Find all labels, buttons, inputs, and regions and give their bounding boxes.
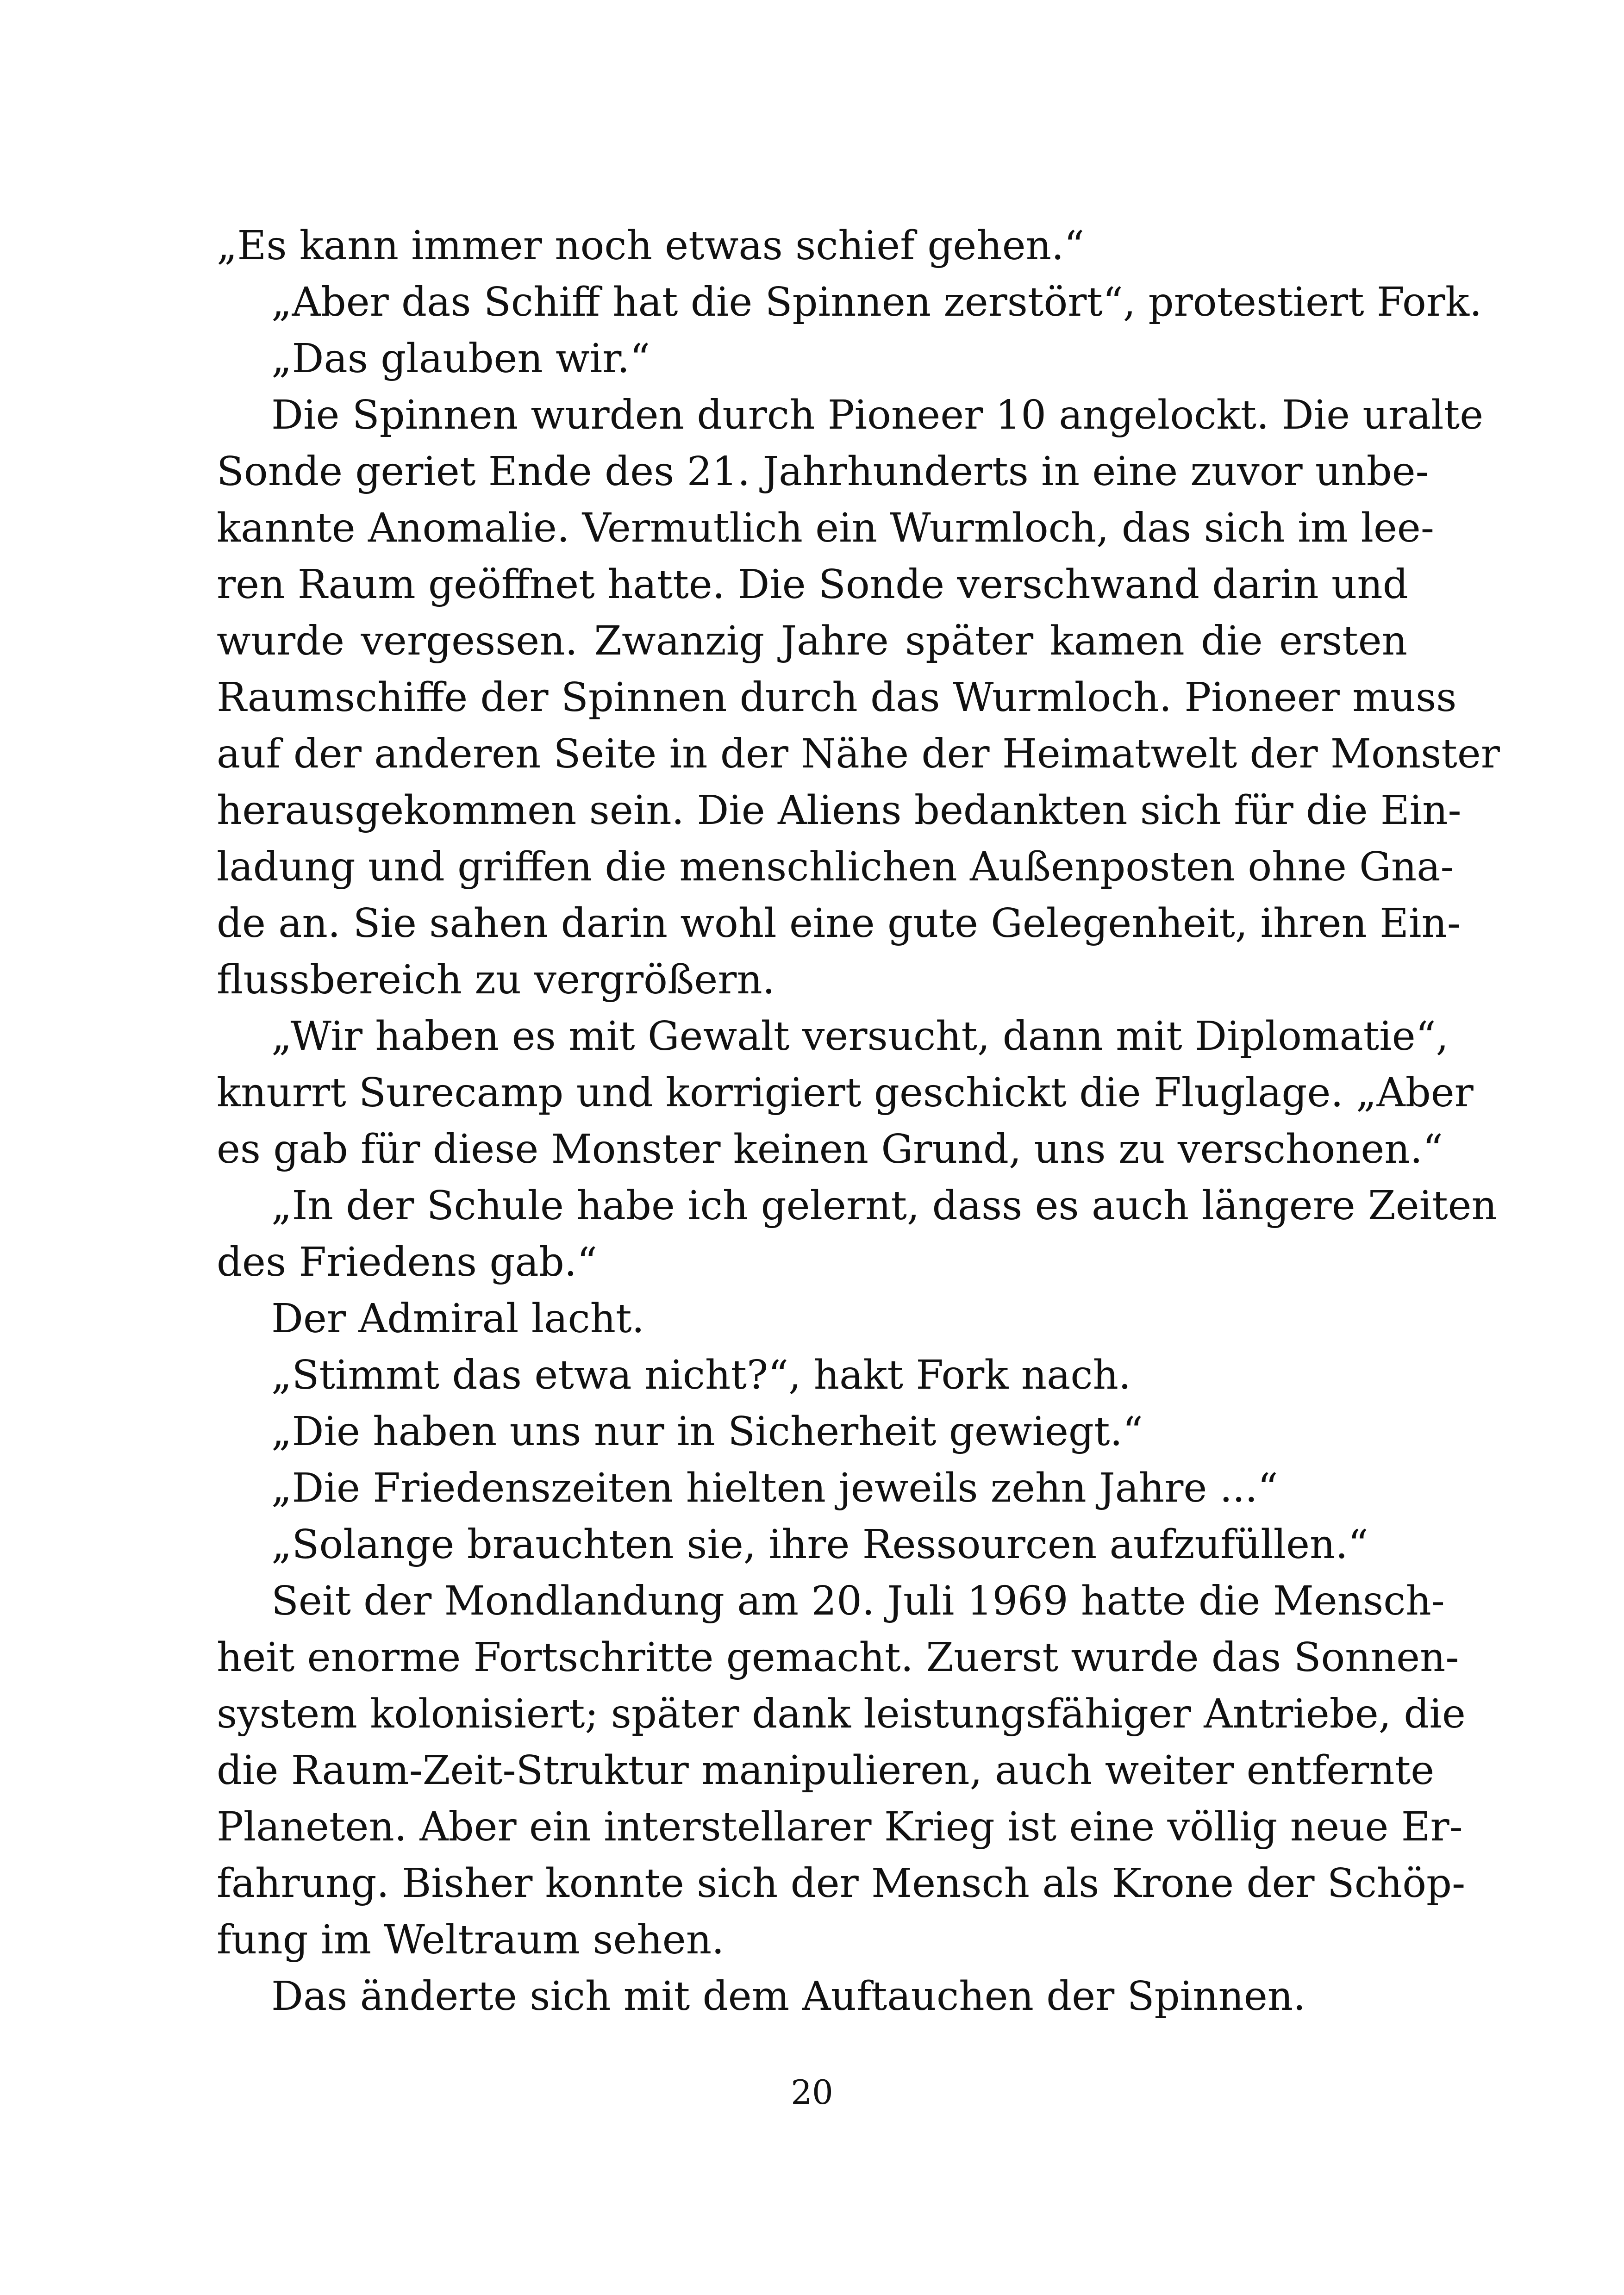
text-line: „In der Schule habe ich gelernt, dass es auch längere Zeiten <box>271 1183 1497 1229</box>
text-line: des Friedens gab.“ <box>217 1239 598 1285</box>
text-line: flussbereich zu vergrößern. <box>217 957 775 1003</box>
text-line: Das änderte sich mit dem Auftauchen der Spinnen. <box>271 1973 1306 2020</box>
text-line: herausgekommen sein. Die Aliens bedankten sich für die Ein- <box>217 787 1462 834</box>
text-line: ladung und griffen die menschlichen Außenposten ohne Gna- <box>217 844 1454 890</box>
text-line: „Aber das Schiff hat die Spinnen zerstört“, protestiert Fork. <box>271 279 1482 325</box>
text-line: es gab für diese Monster keinen Grund, uns zu verschonen.“ <box>217 1126 1443 1172</box>
body-text <box>217 218 1500 2025</box>
page-number: 20 <box>791 2073 833 2112</box>
text-line: kannte Anomalie. Vermutlich ein Wurmloch, das sich im lee- <box>217 505 1434 551</box>
text-line: wurde vergessen. Zwanzig Jahre später kamen die ersten <box>217 618 1407 664</box>
text-line: Die Spinnen wurden durch Pioneer 10 angelockt. Die uralte <box>271 392 1484 438</box>
text-line: Der Admiral lacht. <box>271 1296 644 1342</box>
text-line: Planeten. Aber ein interstellarer Krieg ist eine völlig neue Er- <box>217 1804 1463 1850</box>
text-line: „Das glauben wir.“ <box>271 336 650 382</box>
text-line: die Raum-Zeit-Struktur manipulieren, auch weiter entfernte <box>217 1747 1435 1794</box>
text-line: heit enorme Fortschritte gemacht. Zuerst wurde das Sonnen- <box>217 1634 1459 1681</box>
text-line: „Es kann immer noch etwas schief gehen.“ <box>217 223 1085 269</box>
text-line: Sonde geriet Ende des 21. Jahrhunderts in eine zuvor unbe- <box>217 449 1429 495</box>
text-line: „Die haben uns nur in Sicherheit gewiegt.“ <box>271 1409 1143 1455</box>
text-line: fung im Weltraum sehen. <box>217 1917 725 1963</box>
text-line: ren Raum geöffnet hatte. Die Sonde verschwand darin und <box>217 561 1408 608</box>
text-line: „Stimmt das etwa nicht?“, hakt Fork nach. <box>271 1352 1131 1398</box>
text-line: auf der anderen Seite in der Nähe der Heimatwelt der Monster <box>217 731 1500 777</box>
text-line: Seit der Mondlandung am 20. Juli 1969 hatte die Mensch- <box>271 1578 1445 1624</box>
text-line: knurrt Surecamp und korrigiert geschickt die Fluglage. „Aber <box>217 1070 1474 1116</box>
text-line: „Solange brauchten sie, ihre Ressourcen aufzufüllen.“ <box>271 1522 1368 1568</box>
text-line: system kolonisiert; später dank leistungsfähiger Antriebe, die <box>217 1691 1466 1737</box>
text-line: „Die Friedenszeiten hielten jeweils zehn Jahre ...“ <box>271 1465 1278 1511</box>
text-line: fahrung. Bisher konnte sich der Mensch als Krone der Schöp- <box>217 1860 1466 1907</box>
text-line: „Wir haben es mit Gewalt versucht, dann mit Diplomatie“, <box>271 1013 1449 1060</box>
text-line: de an. Sie sahen darin wohl eine gute Gelegenheit, ihren Ein- <box>217 900 1461 947</box>
text-line: Raumschiffe der Spinnen durch das Wurmloch. Pioneer muss <box>217 674 1457 721</box>
